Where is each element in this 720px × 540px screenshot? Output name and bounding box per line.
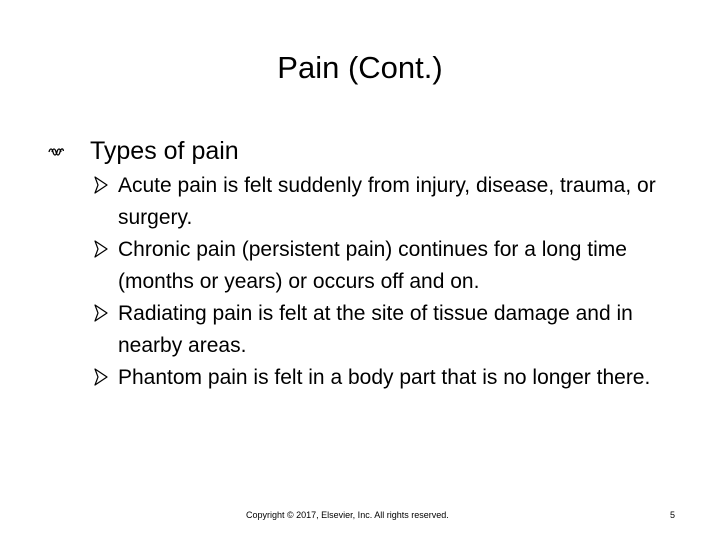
page-number: 5: [670, 510, 676, 520]
sub-bullet-item: [118, 362, 678, 394]
sub-bullet-text: Phantom pain is felt in a body part that is no longer there.: [118, 366, 651, 389]
arrowhead-bullet-icon: [94, 240, 108, 258]
wavy-bullet-icon: [48, 147, 64, 157]
sub-bullet-item: [118, 298, 678, 362]
copyright-notice: Copyright © 2017, Elsevier, Inc. All rights reserved.: [246, 510, 449, 520]
sub-bullet-item: [118, 234, 678, 298]
arrowhead-bullet-icon: [94, 304, 108, 322]
slide-title: Pain (Cont.): [277, 50, 443, 85]
sub-bullet-item: [118, 170, 678, 234]
sub-bullet-text: Radiating pain is felt at the site of tissue damage and in nearby areas.: [118, 302, 633, 357]
arrowhead-bullet-icon: [94, 176, 108, 194]
sub-bullet-text: Acute pain is felt suddenly from injury, disease, trauma, or surgery.: [118, 174, 656, 229]
sub-bullet-text: Chronic pain (persistent pain) continues for a long time (months or years) or occurs off and on.: [118, 238, 627, 293]
bullet-text: Types of pain: [90, 137, 239, 165]
arrowhead-bullet-icon: [94, 368, 108, 386]
